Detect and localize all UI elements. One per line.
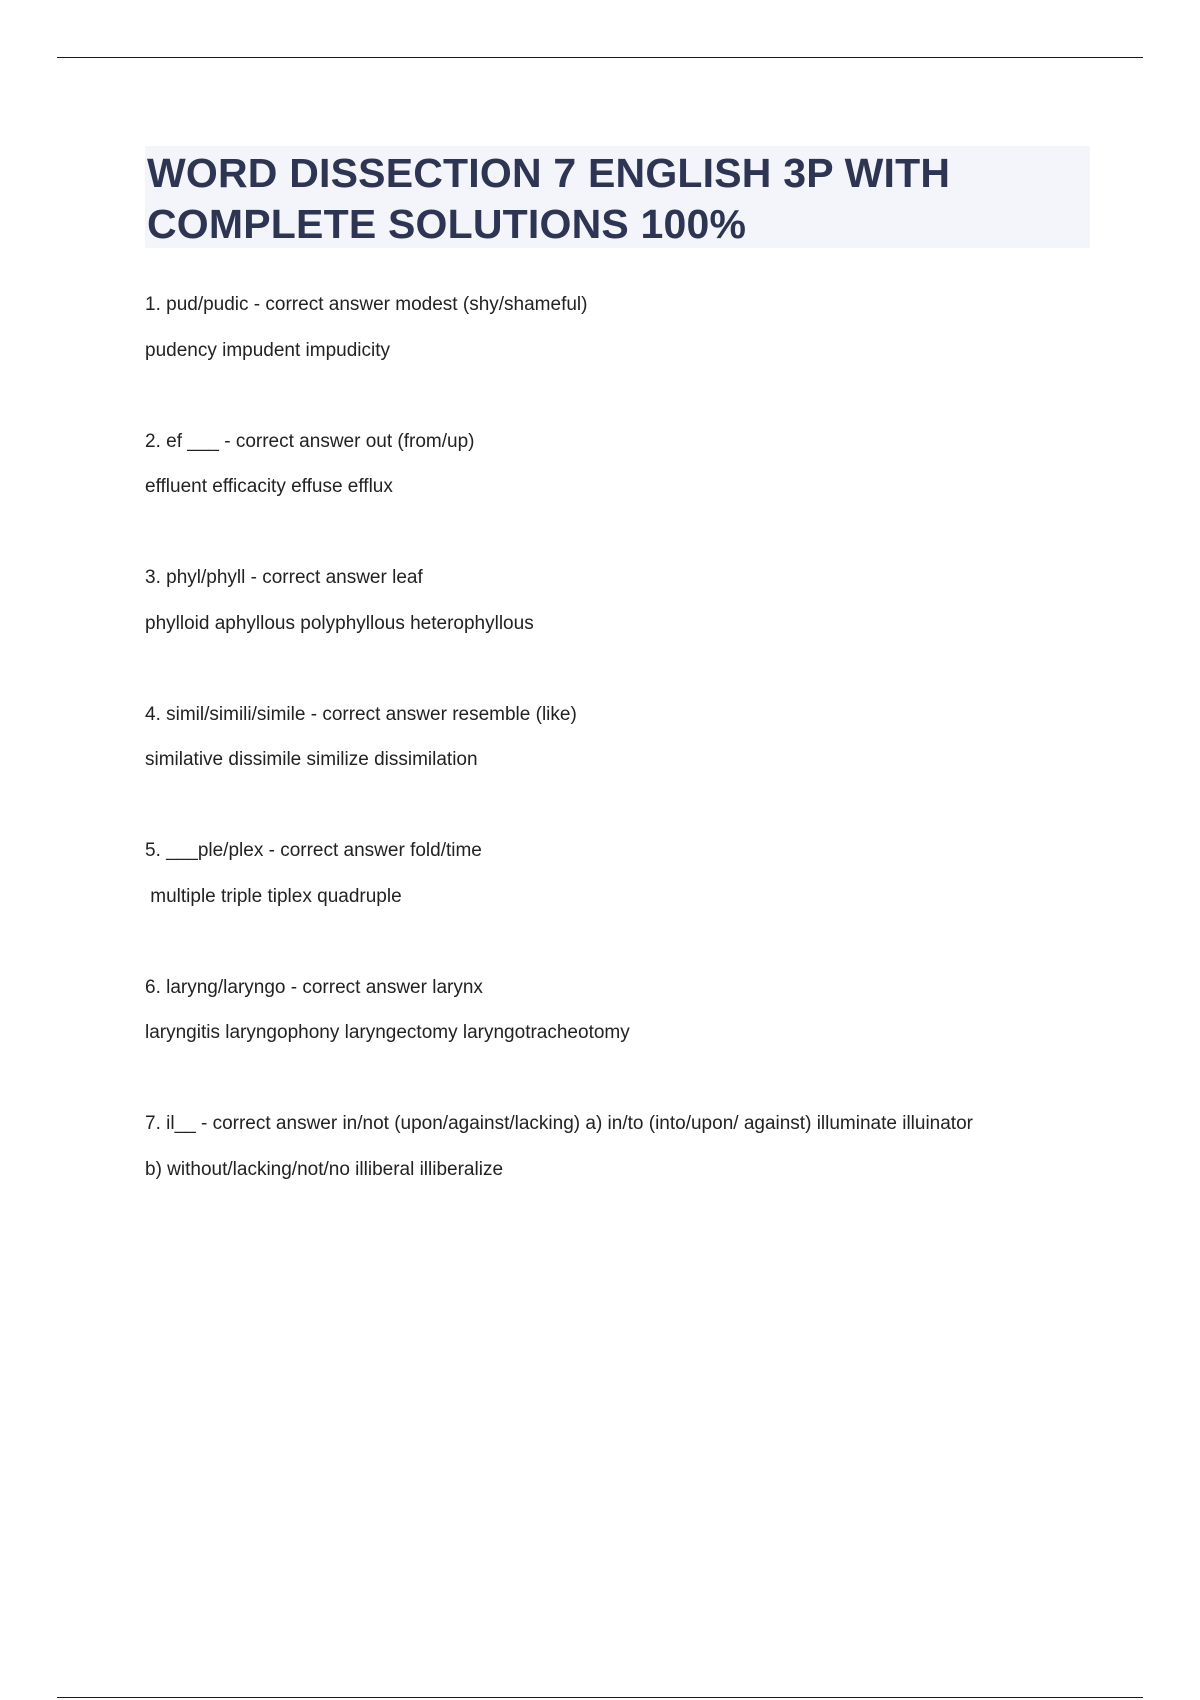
item-examples: laryngitis laryngophony laryngectomy laryngotracheotomy (145, 1022, 630, 1043)
answer-item-6 (145, 975, 1105, 1112)
item-question: 7. il__ - correct answer in/not (upon/against/lacking) a) in/to (into/upon/ against) illuminate illuinator (145, 1113, 973, 1134)
top-rule (57, 57, 1143, 58)
answer-item-1 (145, 292, 1105, 429)
item-question: 1. pud/pudic - correct answer modest (shy/shameful) (145, 294, 588, 315)
item-question: 3. phyl/phyll - correct answer leaf (145, 567, 423, 588)
item-question: 2. ef ___ - correct answer out (from/up) (145, 430, 475, 452)
answer-item-4 (145, 702, 1105, 839)
document-title: WORD DISSECTION 7 ENGLISH 3P WITH COMPLETE SOLUTIONS 100% (147, 150, 951, 247)
item-examples: similative dissimile similize dissimilation (145, 749, 478, 770)
answer-item-5 (145, 838, 1105, 975)
answer-list (145, 292, 1105, 1248)
item-examples: b) without/lacking/not/no illiberal illiberalize (145, 1158, 504, 1180)
item-question: 6. laryng/laryngo - correct answer larynx (145, 976, 483, 998)
item-examples: pudency impudent impudicity (145, 339, 391, 361)
item-examples: effluent efficacity effuse efflux (145, 476, 393, 497)
title-banner (145, 146, 1090, 248)
answer-item-2 (145, 429, 1105, 566)
item-examples: multiple triple tiplex quadruple (145, 885, 402, 907)
item-examples: phylloid aphyllous polyphyllous heterophyllous (145, 612, 534, 634)
answer-item-3 (145, 565, 1105, 702)
bottom-rule (57, 1697, 1143, 1698)
item-question: 5. ___ple/plex - correct answer fold/time (145, 840, 482, 861)
item-question: 4. simil/simili/simile - correct answer resemble (like) (145, 703, 577, 725)
answer-item-7 (145, 1111, 1105, 1248)
